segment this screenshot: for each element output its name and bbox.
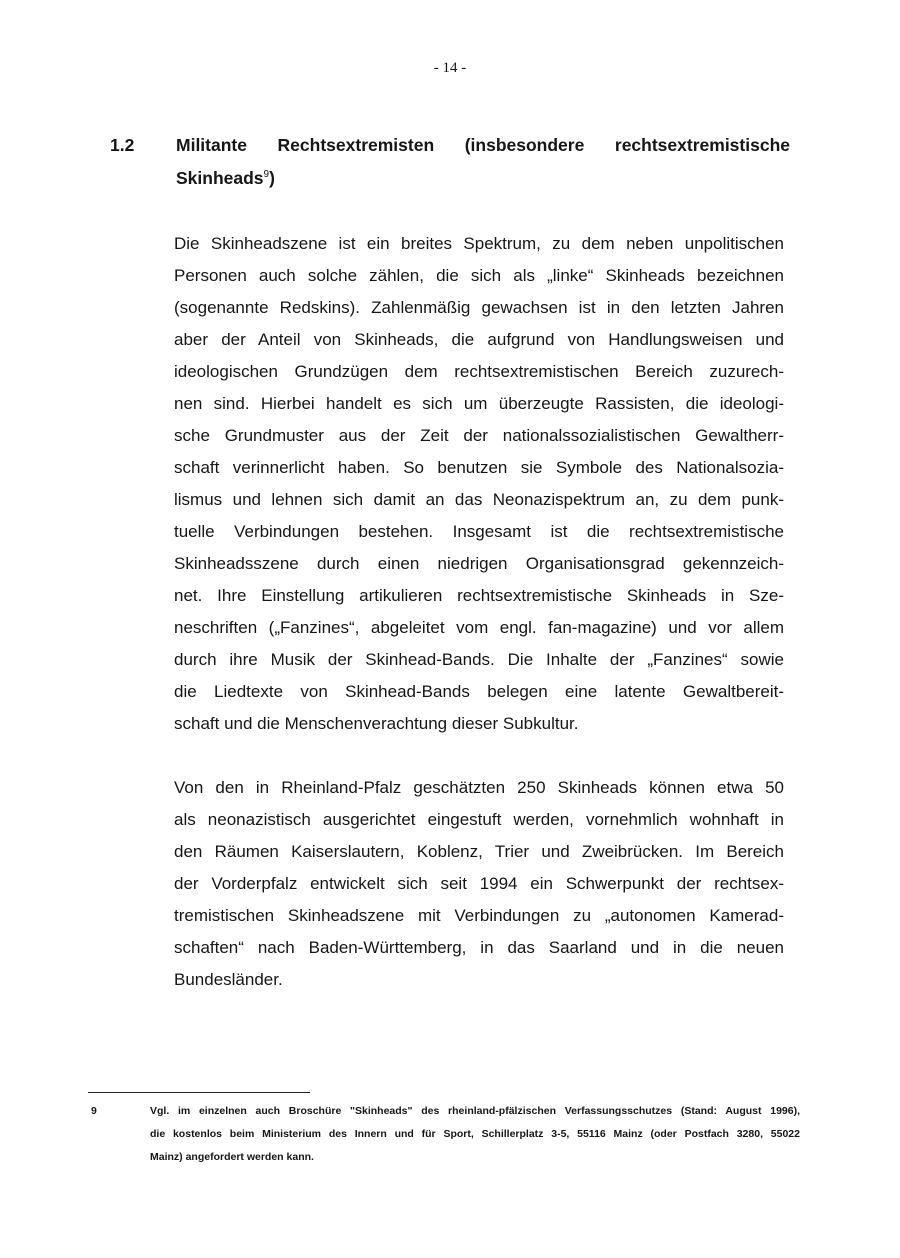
- footnote-line: Mainz) angefordert werden kann.: [150, 1151, 314, 1163]
- paragraph-line: aber der Anteil von Skinheads, die aufgrund von Handlungsweisen und: [174, 330, 784, 349]
- paragraph-2: [174, 772, 784, 996]
- paragraph-line: Personen auch solche zählen, die sich als „linke“ Skinheads bezeichnen: [174, 266, 784, 285]
- paragraph-line: schaften“ nach Baden-Württemberg, in das Saarland und in die neuen: [174, 938, 784, 957]
- section-title-line-2: [176, 160, 790, 193]
- footnote-line: die kostenlos beim Ministerium des Innern und für Sport, Schillerplatz 3-5, 55116 Mainz (oder Postfach 3280, 55022: [150, 1128, 800, 1140]
- paragraph-line: den Räumen Kaiserslautern, Koblenz, Trier und Zweibrücken. Im Bereich: [174, 842, 784, 861]
- footnote-separator: [88, 1092, 310, 1093]
- footnote-line: Vgl. im einzelnen auch Broschüre "Skinheads" des rheinland-pfälzischen Verfassungsschutzes (Stand: August 1996),: [150, 1105, 800, 1117]
- footnote-reference[interactable]: 9: [263, 169, 270, 180]
- paragraph-line: als neonazistisch ausgerichtet eingestuft werden, vornehmlich wohnhaft in: [174, 810, 784, 829]
- paragraph-line: die Liedtexte von Skinhead-Bands belegen eine latente Gewaltbereit-: [174, 682, 784, 701]
- section-heading: [110, 130, 790, 193]
- paragraph-line: neschriften („Fanzines“, abgeleitet vom engl. fan-magazine) und vor allem: [174, 618, 784, 637]
- footnote: [88, 1100, 800, 1169]
- paragraph-line: ideologischen Grundzügen dem rechtsextremistischen Bereich zuzurech-: [174, 362, 784, 381]
- paragraph-line: sche Grundmuster aus der Zeit der nationalssozialistischen Gewaltherr-: [174, 426, 784, 445]
- paragraph-line: nen sind. Hierbei handelt es sich um überzeugte Rassisten, die ideologi-: [174, 394, 784, 413]
- paragraph-line: tremistischen Skinheadszene mit Verbindungen zu „autonomen Kamerad-: [174, 906, 784, 925]
- section-number: 1.2: [110, 135, 135, 155]
- paragraph-line: (sogenannte Redskins). Zahlenmäßig gewachsen ist in den letzten Jahren: [174, 298, 784, 317]
- paragraph-line: Bundesländer.: [174, 970, 283, 989]
- paragraph-line: net. Ihre Einstellung artikulieren rechtsextremistische Skinheads in Sze-: [174, 586, 784, 605]
- paragraph-line: tuelle Verbindungen bestehen. Insgesamt ist die rechtsextremistische: [174, 522, 784, 541]
- paragraph-line: durch ihre Musik der Skinhead-Bands. Die Inhalte der „Fanzines“ sowie: [174, 650, 784, 669]
- section-title-word: Skinheads: [176, 168, 264, 188]
- paragraph-line: Skinheadsszene durch einen niedrigen Organisationsgrad gekennzeich-: [174, 554, 784, 573]
- paragraph-line: Die Skinheadszene ist ein breites Spektrum, zu dem neben unpolitischen: [174, 234, 784, 253]
- footnote-number: 9: [91, 1105, 97, 1117]
- paragraph-1: [174, 228, 784, 740]
- page-number: - 14 -: [433, 60, 467, 76]
- section-title-close-paren: ): [269, 168, 275, 188]
- paragraph-line: Von den in Rheinland-Pfalz geschätzten 250 Skinheads können etwa 50: [174, 778, 784, 797]
- section-title-line-1: Militante Rechtsextremisten (insbesondere rechtsextremistische: [176, 135, 790, 155]
- footnote-text: [150, 1100, 800, 1169]
- paragraph-line: der Vorderpfalz entwickelt sich seit 1994 ein Schwerpunkt der rechtsex-: [174, 874, 784, 893]
- paragraph-line: lismus und lehnen sich damit an das Neonazispektrum an, zu dem punk-: [174, 490, 784, 509]
- paragraph-line: schaft und die Menschenverachtung dieser Subkultur.: [174, 714, 579, 733]
- paragraph-line: schaft verinnerlicht haben. So benutzen sie Symbole des Nationalsozia-: [174, 458, 784, 477]
